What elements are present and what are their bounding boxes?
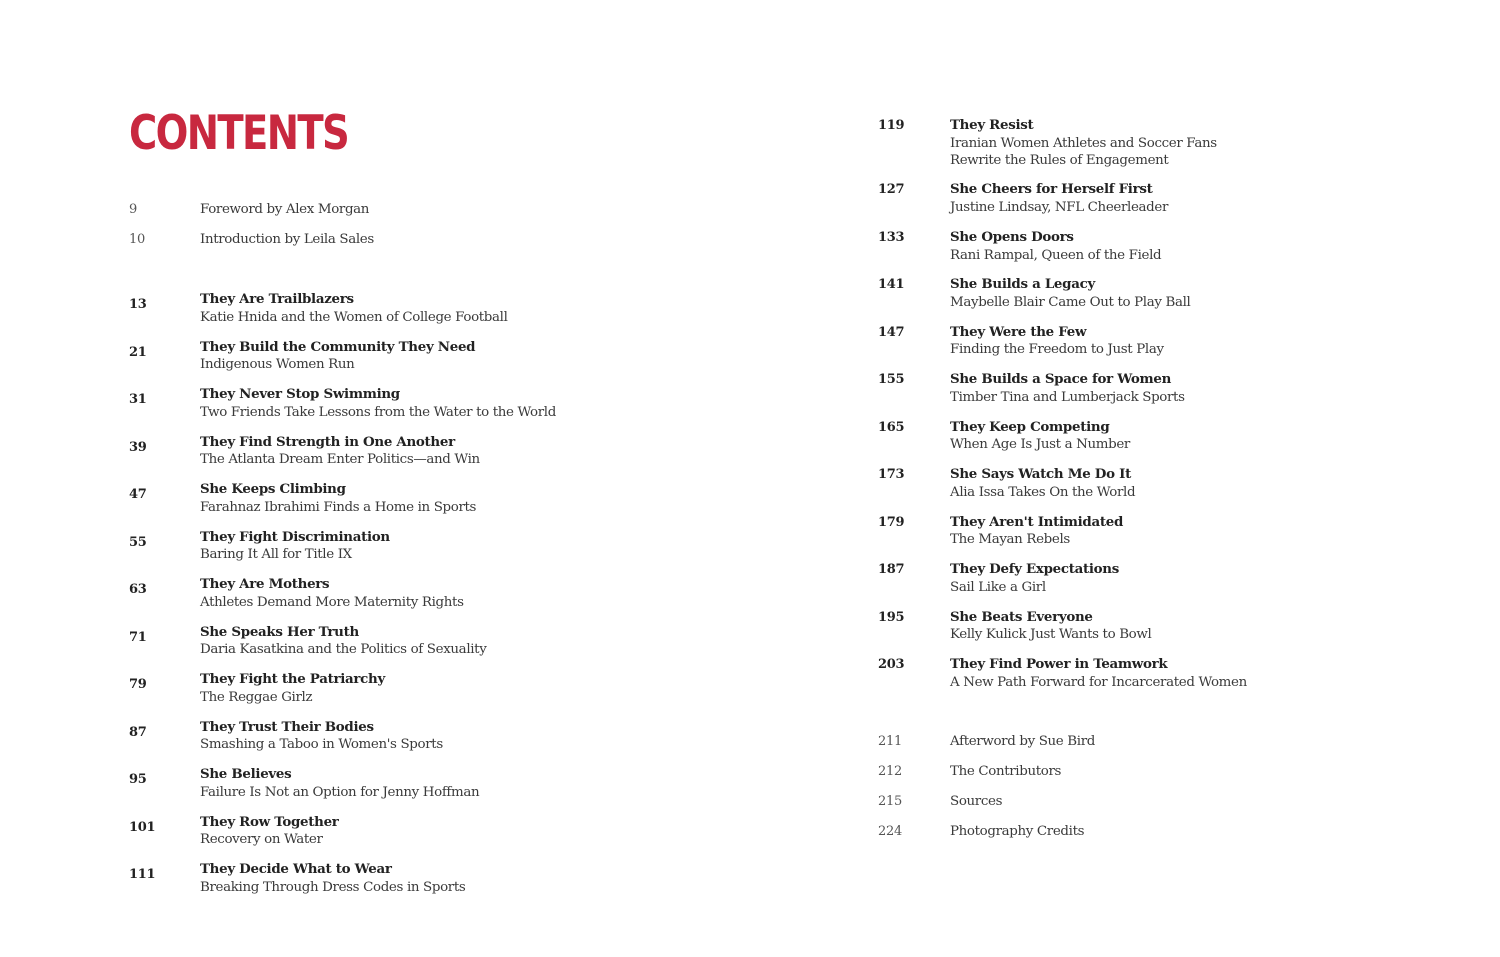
chapter-title: She Keeps Climbing <box>200 481 346 497</box>
toc-chapter[interactable] <box>878 514 1123 549</box>
page-number: 127 <box>878 182 905 197</box>
entry-label: Introduction by Leila Sales <box>200 232 374 247</box>
chapter-subtitle: Sail Like a Girl <box>950 579 1046 595</box>
chapter-subtitle: Kelly Kulick Just Wants to Bowl <box>950 627 1152 642</box>
toc-chapter[interactable] <box>129 386 556 421</box>
entry-label: Foreword by Alex Morgan <box>200 202 370 217</box>
chapter-title: They Find Power in Teamwork <box>950 656 1168 672</box>
toc-chapter[interactable] <box>129 576 464 611</box>
chapter-subtitle: Farahnaz Ibrahimi Finds a Home in Sports <box>200 499 477 515</box>
toc-chapter[interactable] <box>878 276 1190 311</box>
chapter-title: They Fight Discrimination <box>200 528 390 545</box>
toc-chapter[interactable] <box>129 814 339 849</box>
page-number: 119 <box>878 118 905 133</box>
toc-chapter[interactable] <box>129 719 443 754</box>
chapter-title: They Resist <box>950 117 1034 133</box>
toc-chapter[interactable] <box>129 339 475 374</box>
chapter-subtitle: Iranian Women Athletes and Soccer Fans Rewrite the Rules of Engagement <box>950 135 1217 168</box>
chapter-title: They Fight the Patriarchy <box>200 671 385 687</box>
toc-chapter[interactable] <box>878 324 1164 359</box>
toc-chapter[interactable] <box>129 434 480 469</box>
page-number: 165 <box>878 419 905 435</box>
toc-entry-photography-credits[interactable] <box>878 823 1084 841</box>
chapter-title: She Builds a Space for Women <box>950 371 1172 387</box>
chapter-title: They Are Mothers <box>200 576 330 592</box>
toc-chapter[interactable] <box>129 529 390 564</box>
chapter-subtitle: Rani Rampal, Queen of the Field <box>950 247 1162 263</box>
toc-chapter[interactable] <box>878 229 1161 264</box>
page-number: 79 <box>129 677 147 692</box>
toc-chapter[interactable] <box>878 609 1151 644</box>
page-number: 211 <box>878 734 902 749</box>
chapter-subtitle: Breaking Through Dress Codes in Sports <box>200 879 466 895</box>
page-number: 47 <box>129 487 147 502</box>
chapter-subtitle: When Age Is Just a Number <box>950 437 1130 452</box>
chapter-title: They Were the Few <box>950 323 1087 340</box>
page-number: 95 <box>129 772 147 787</box>
chapter-subtitle: Athletes Demand More Maternity Rights <box>200 594 464 610</box>
chapter-subtitle: Maybelle Blair Came Out to Play Ball <box>950 294 1191 310</box>
toc-chapter[interactable] <box>129 861 465 896</box>
page-number: 13 <box>129 297 147 312</box>
chapter-title: They Defy Expectations <box>950 561 1119 577</box>
page-number: 9 <box>129 202 137 217</box>
chapter-title: They Trust Their Bodies <box>200 718 374 735</box>
chapter-subtitle: Timber Tina and Lumberjack Sports <box>950 389 1185 405</box>
page-title: CONTENTS <box>129 106 349 161</box>
page-number: 133 <box>878 230 905 245</box>
toc-chapter[interactable] <box>878 419 1130 454</box>
toc-chapter[interactable] <box>878 181 1168 216</box>
toc-chapter[interactable] <box>878 561 1119 596</box>
chapter-title: They Row Together <box>200 813 339 830</box>
toc-chapter[interactable] <box>129 766 479 801</box>
chapter-subtitle: Smashing a Taboo in Women's Sports <box>200 737 443 752</box>
chapter-subtitle: Recovery on Water <box>200 832 323 847</box>
chapter-title: They Decide What to Wear <box>200 861 392 877</box>
page-number: 141 <box>878 277 905 292</box>
chapter-title: She Beats Everyone <box>950 608 1093 625</box>
page-number: 224 <box>878 824 902 839</box>
page-number: 203 <box>878 657 905 672</box>
chapter-subtitle: Daria Kasatkina and the Politics of Sexuality <box>200 642 487 657</box>
page-number: 10 <box>129 232 145 247</box>
toc-entry-sources[interactable] <box>878 793 1002 811</box>
toc-chapter[interactable] <box>129 291 508 326</box>
toc-entry-contributors[interactable] <box>878 763 1061 781</box>
page-number: 63 <box>129 582 147 597</box>
chapter-title: She Believes <box>200 766 292 782</box>
page-number: 179 <box>878 514 905 530</box>
page-number: 39 <box>129 439 147 455</box>
page-number: 173 <box>878 467 905 482</box>
chapter-title: She Opens Doors <box>950 229 1074 245</box>
chapter-subtitle: Failure Is Not an Option for Jenny Hoffman <box>200 784 480 800</box>
page-number: 155 <box>878 372 905 387</box>
chapter-title: They Build the Community They Need <box>200 338 476 355</box>
chapter-subtitle: Finding the Freedom to Just Play <box>950 342 1164 357</box>
chapter-title: She Builds a Legacy <box>950 276 1095 292</box>
toc-entry-foreword[interactable] <box>129 201 369 219</box>
toc-entry-introduction[interactable] <box>129 231 374 249</box>
toc-chapter[interactable] <box>129 481 476 516</box>
toc-chapter[interactable] <box>129 671 385 706</box>
chapter-title: She Speaks Her Truth <box>200 623 359 640</box>
entry-label: Sources <box>950 794 1003 809</box>
chapter-subtitle: Justine Lindsay, NFL Cheerleader <box>950 199 1169 215</box>
page-number: 215 <box>878 794 902 809</box>
page-number: 195 <box>878 609 905 625</box>
chapter-title: They Find Strength in One Another <box>200 433 455 450</box>
page-number: 55 <box>129 534 147 550</box>
toc-chapter[interactable] <box>129 624 486 659</box>
chapter-title: She Cheers for Herself First <box>950 181 1153 197</box>
chapter-subtitle: Alia Issa Takes On the World <box>950 484 1136 500</box>
chapter-title: They Keep Competing <box>950 418 1110 435</box>
chapter-subtitle: A New Path Forward for Incarcerated Women <box>950 674 1247 690</box>
page-number: 111 <box>129 867 156 882</box>
entry-label: Photography Credits <box>950 824 1085 839</box>
toc-chapter[interactable] <box>878 656 1247 691</box>
chapter-title: They Aren't Intimidated <box>950 513 1124 530</box>
page-number: 87 <box>129 724 147 740</box>
chapter-subtitle: Indigenous Women Run <box>200 357 355 372</box>
page-number: 31 <box>129 392 147 407</box>
page-number: 71 <box>129 629 147 645</box>
page-number: 187 <box>878 562 905 577</box>
toc-chapter[interactable] <box>878 371 1185 406</box>
chapter-title: They Never Stop Swimming <box>200 386 400 402</box>
chapter-subtitle: Baring It All for Title IX <box>200 547 352 562</box>
page-number: 101 <box>129 819 156 835</box>
toc-chapter[interactable] <box>878 466 1135 501</box>
chapter-subtitle: The Reggae Girlz <box>200 689 313 705</box>
toc-chapter[interactable] <box>878 117 1270 170</box>
entry-label: Afterword by Sue Bird <box>950 734 1095 749</box>
page-number: 147 <box>878 324 905 340</box>
chapter-subtitle: The Mayan Rebels <box>950 532 1070 547</box>
chapter-title: She Says Watch Me Do It <box>950 466 1131 482</box>
chapter-subtitle: The Atlanta Dream Enter Politics—and Win <box>200 452 480 467</box>
page-number: 21 <box>129 344 147 360</box>
chapter-title: They Are Trailblazers <box>200 291 354 307</box>
toc-entry-afterword[interactable] <box>878 733 1095 751</box>
chapter-subtitle: Katie Hnida and the Women of College Football <box>200 309 508 325</box>
entry-label: The Contributors <box>950 764 1062 779</box>
page-number: 212 <box>878 764 902 779</box>
chapter-subtitle: Two Friends Take Lessons from the Water to the World <box>200 404 556 420</box>
